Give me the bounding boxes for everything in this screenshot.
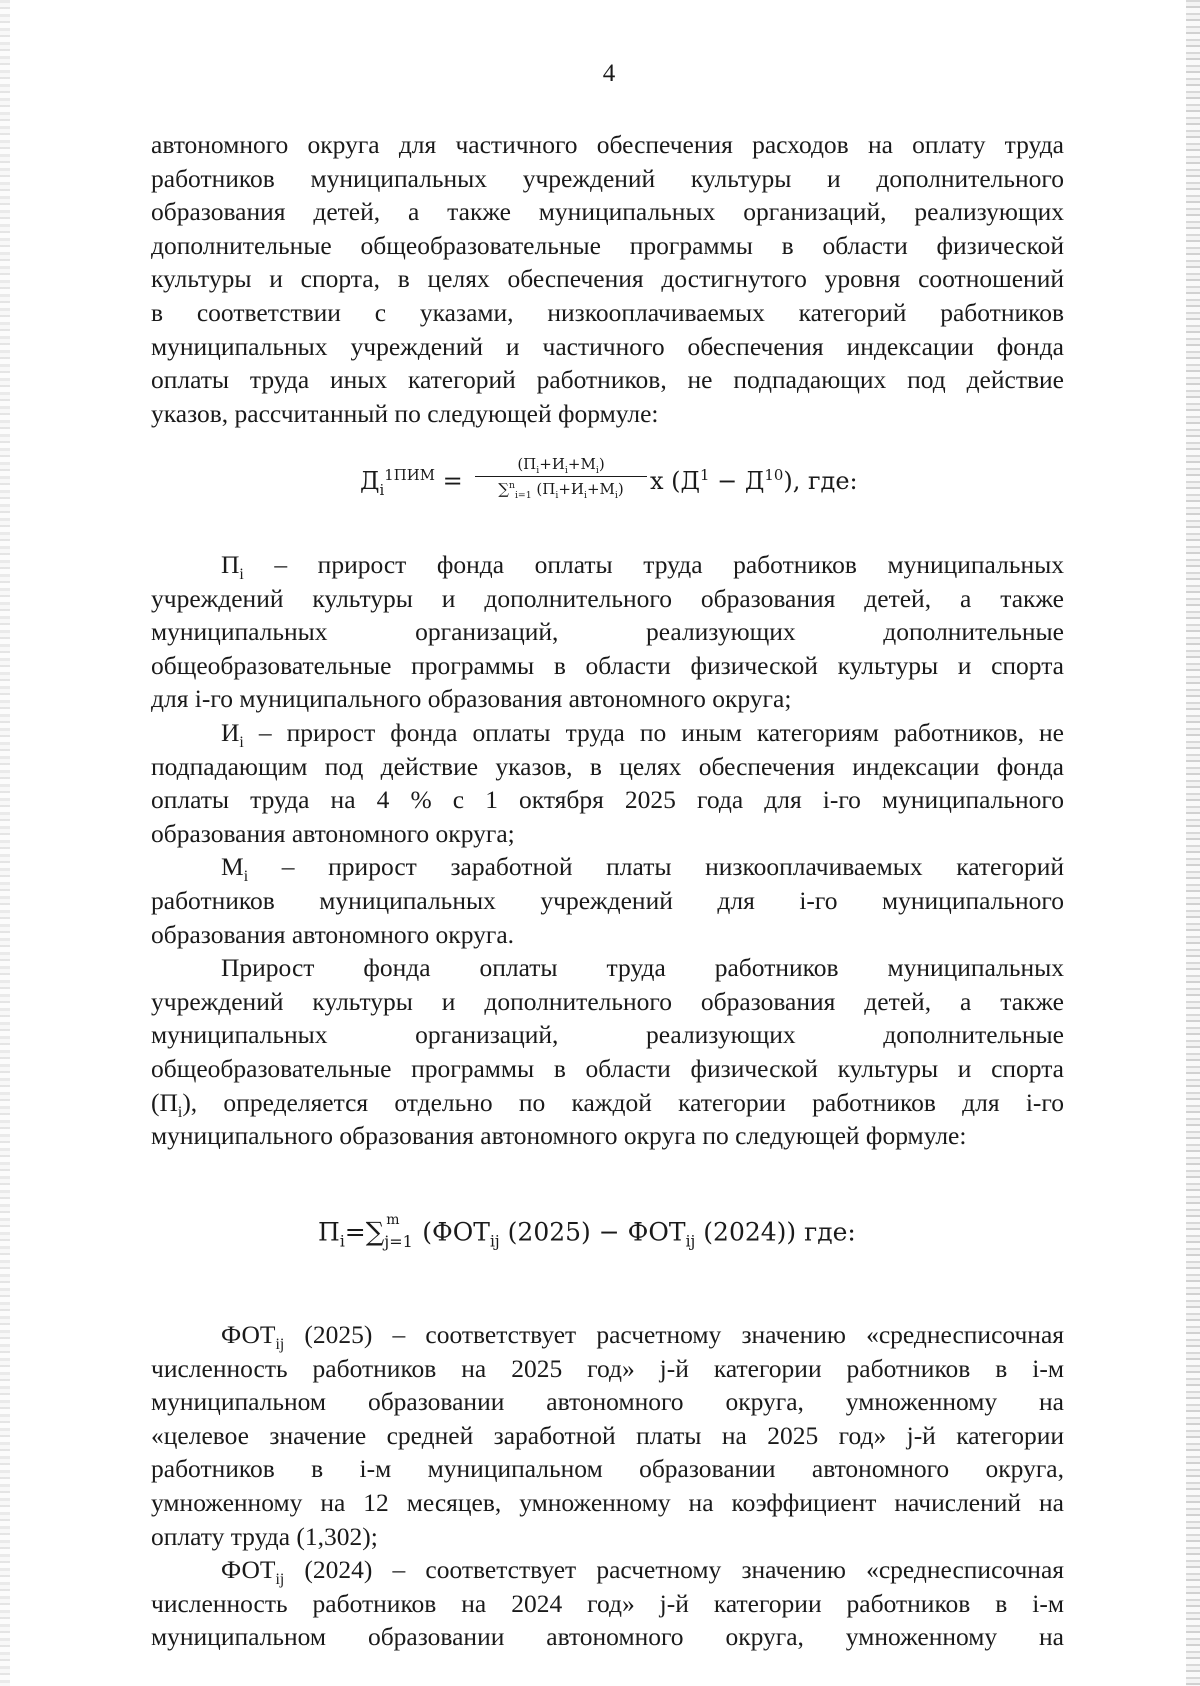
sum-limits: m j=1 bbox=[384, 1212, 413, 1251]
definition-m-line: $М_i$ – прирост заработной платы низкооплачиваемых категорий bbox=[221, 852, 1064, 886]
fot-definitions bbox=[151, 1318, 1064, 1654]
text-line: работников муниципальных учреждений культуры и дополнительного bbox=[151, 163, 1064, 193]
text-line: указов, рассчитанный по следующей формуле: bbox=[151, 398, 659, 428]
text-line: оплаты труда иных категорий работников, не подпадающих под действие bbox=[151, 365, 1064, 395]
text-line: учреждений культуры и дополнительного образования детей, а также bbox=[151, 986, 1064, 1016]
formula-denominator: ∑$^n_{i=1}$ $(П_i+И_i+М_i)$ bbox=[498, 480, 624, 501]
text-line: подпадающим под действие указов, в целях обеспечения индексации фонда bbox=[151, 751, 1064, 781]
formula-pi: $П_i=\sum$ m j=1 ($ФОТ_{ij}$ $(2025) - ФОТ_{ij}$ (2024)) где: bbox=[318, 1212, 856, 1251]
text-line: муниципальных организаций, реализующих дополнительные bbox=[151, 1020, 1064, 1050]
definitions-block bbox=[151, 548, 1064, 1153]
definition-fot2024-line: $ФОТ_{ij}$ (2024) – соответствует расчетному значению «среднесписочная bbox=[221, 1555, 1064, 1589]
text-line: культуры и спорта, в целях обеспечения достигнутого уровня соотношений bbox=[151, 264, 1064, 294]
text-line: муниципальных учреждений и частичного обеспечения индексации фонда bbox=[151, 331, 1064, 361]
text-line: работников муниципальных учреждений для i-го муниципального bbox=[151, 885, 1064, 915]
text-line: работников в i-м муниципальном образовании автономного округа, bbox=[151, 1454, 1064, 1484]
page-number: 4 bbox=[602, 60, 616, 87]
text-line: численность работников на 2024 год» j-й категории работников в i-м bbox=[151, 1588, 1064, 1618]
formula-rhs: х $(Д^1 - Д^{10})$, где: bbox=[650, 466, 858, 495]
definition-p-line: $П_i$ – прирост фонда оплаты труда работников муниципальных bbox=[221, 550, 1064, 584]
intro-paragraph bbox=[151, 128, 1064, 430]
definition-i-line: $И_i$ – прирост фонда оплаты труда по иным категориям работников, не bbox=[221, 717, 1064, 752]
scan-edge-right bbox=[1186, 0, 1200, 1686]
text-line: автономного округа для частичного обеспечения расходов на оплату труда bbox=[151, 130, 1064, 159]
text-line: муниципальном образовании автономного округа, умноженному на bbox=[151, 1622, 1064, 1652]
text-line: муниципальном образовании автономного округа, умноженному на bbox=[151, 1387, 1064, 1417]
text-line: $(П_i)$, определяется отдельно по каждой категории работников для i-го bbox=[151, 1087, 1064, 1121]
text-line: учреждений культуры и дополнительного образования детей, а также bbox=[151, 583, 1064, 613]
text-line: муниципальных организаций, реализующих дополнительные bbox=[151, 617, 1064, 647]
text-line: общеобразовательные программы в области физической культуры и спорта bbox=[151, 650, 1064, 680]
formula-numerator: $(П_i+И_i+М_i)$ bbox=[475, 455, 647, 477]
text-line: образования детей, а также муниципальных организаций, реализующих bbox=[151, 197, 1064, 227]
scan-edge-left bbox=[0, 0, 10, 1686]
text-line: Прирост фонда оплаты труда работников муниципальных bbox=[221, 953, 1064, 983]
text-line: муниципального образования автономного округа по следующей формуле: bbox=[151, 1121, 967, 1151]
text-line: умноженному на 12 месяцев, умноженному на коэффициент начислений на bbox=[151, 1487, 1064, 1517]
text-line: оплаты труда на 4 % с 1 октября 2025 года для i-го муниципального bbox=[151, 785, 1064, 815]
text-line: «целевое значение средней заработной платы на 2025 год» j-й категории bbox=[151, 1420, 1064, 1450]
text-line: для i-го муниципального образования автономного округа; bbox=[151, 684, 792, 714]
text-line: в соответствии с указами, низкооплачиваемых категорий работников bbox=[151, 297, 1064, 327]
text-line: дополнительные общеобразовательные программы в области физической bbox=[151, 230, 1064, 260]
text-line: образования автономного округа; bbox=[151, 818, 515, 848]
text-line: общеобразовательные программы в области физической культуры и спорта bbox=[151, 1053, 1064, 1083]
formula-lhs: $Д_i^{1ПИМ}$ = bbox=[360, 466, 463, 499]
formula-fraction bbox=[475, 455, 647, 501]
text-line: численность работников на 2025 год» j-й категории работников в i-м bbox=[151, 1353, 1064, 1383]
text-line: оплату труда (1,302); bbox=[151, 1521, 378, 1551]
text-line: образования автономного округа. bbox=[151, 919, 515, 949]
definition-fot2025-line: $ФОТ_{ij}$ (2025) – соответствует расчетному значению «среднесписочная bbox=[221, 1320, 1064, 1354]
